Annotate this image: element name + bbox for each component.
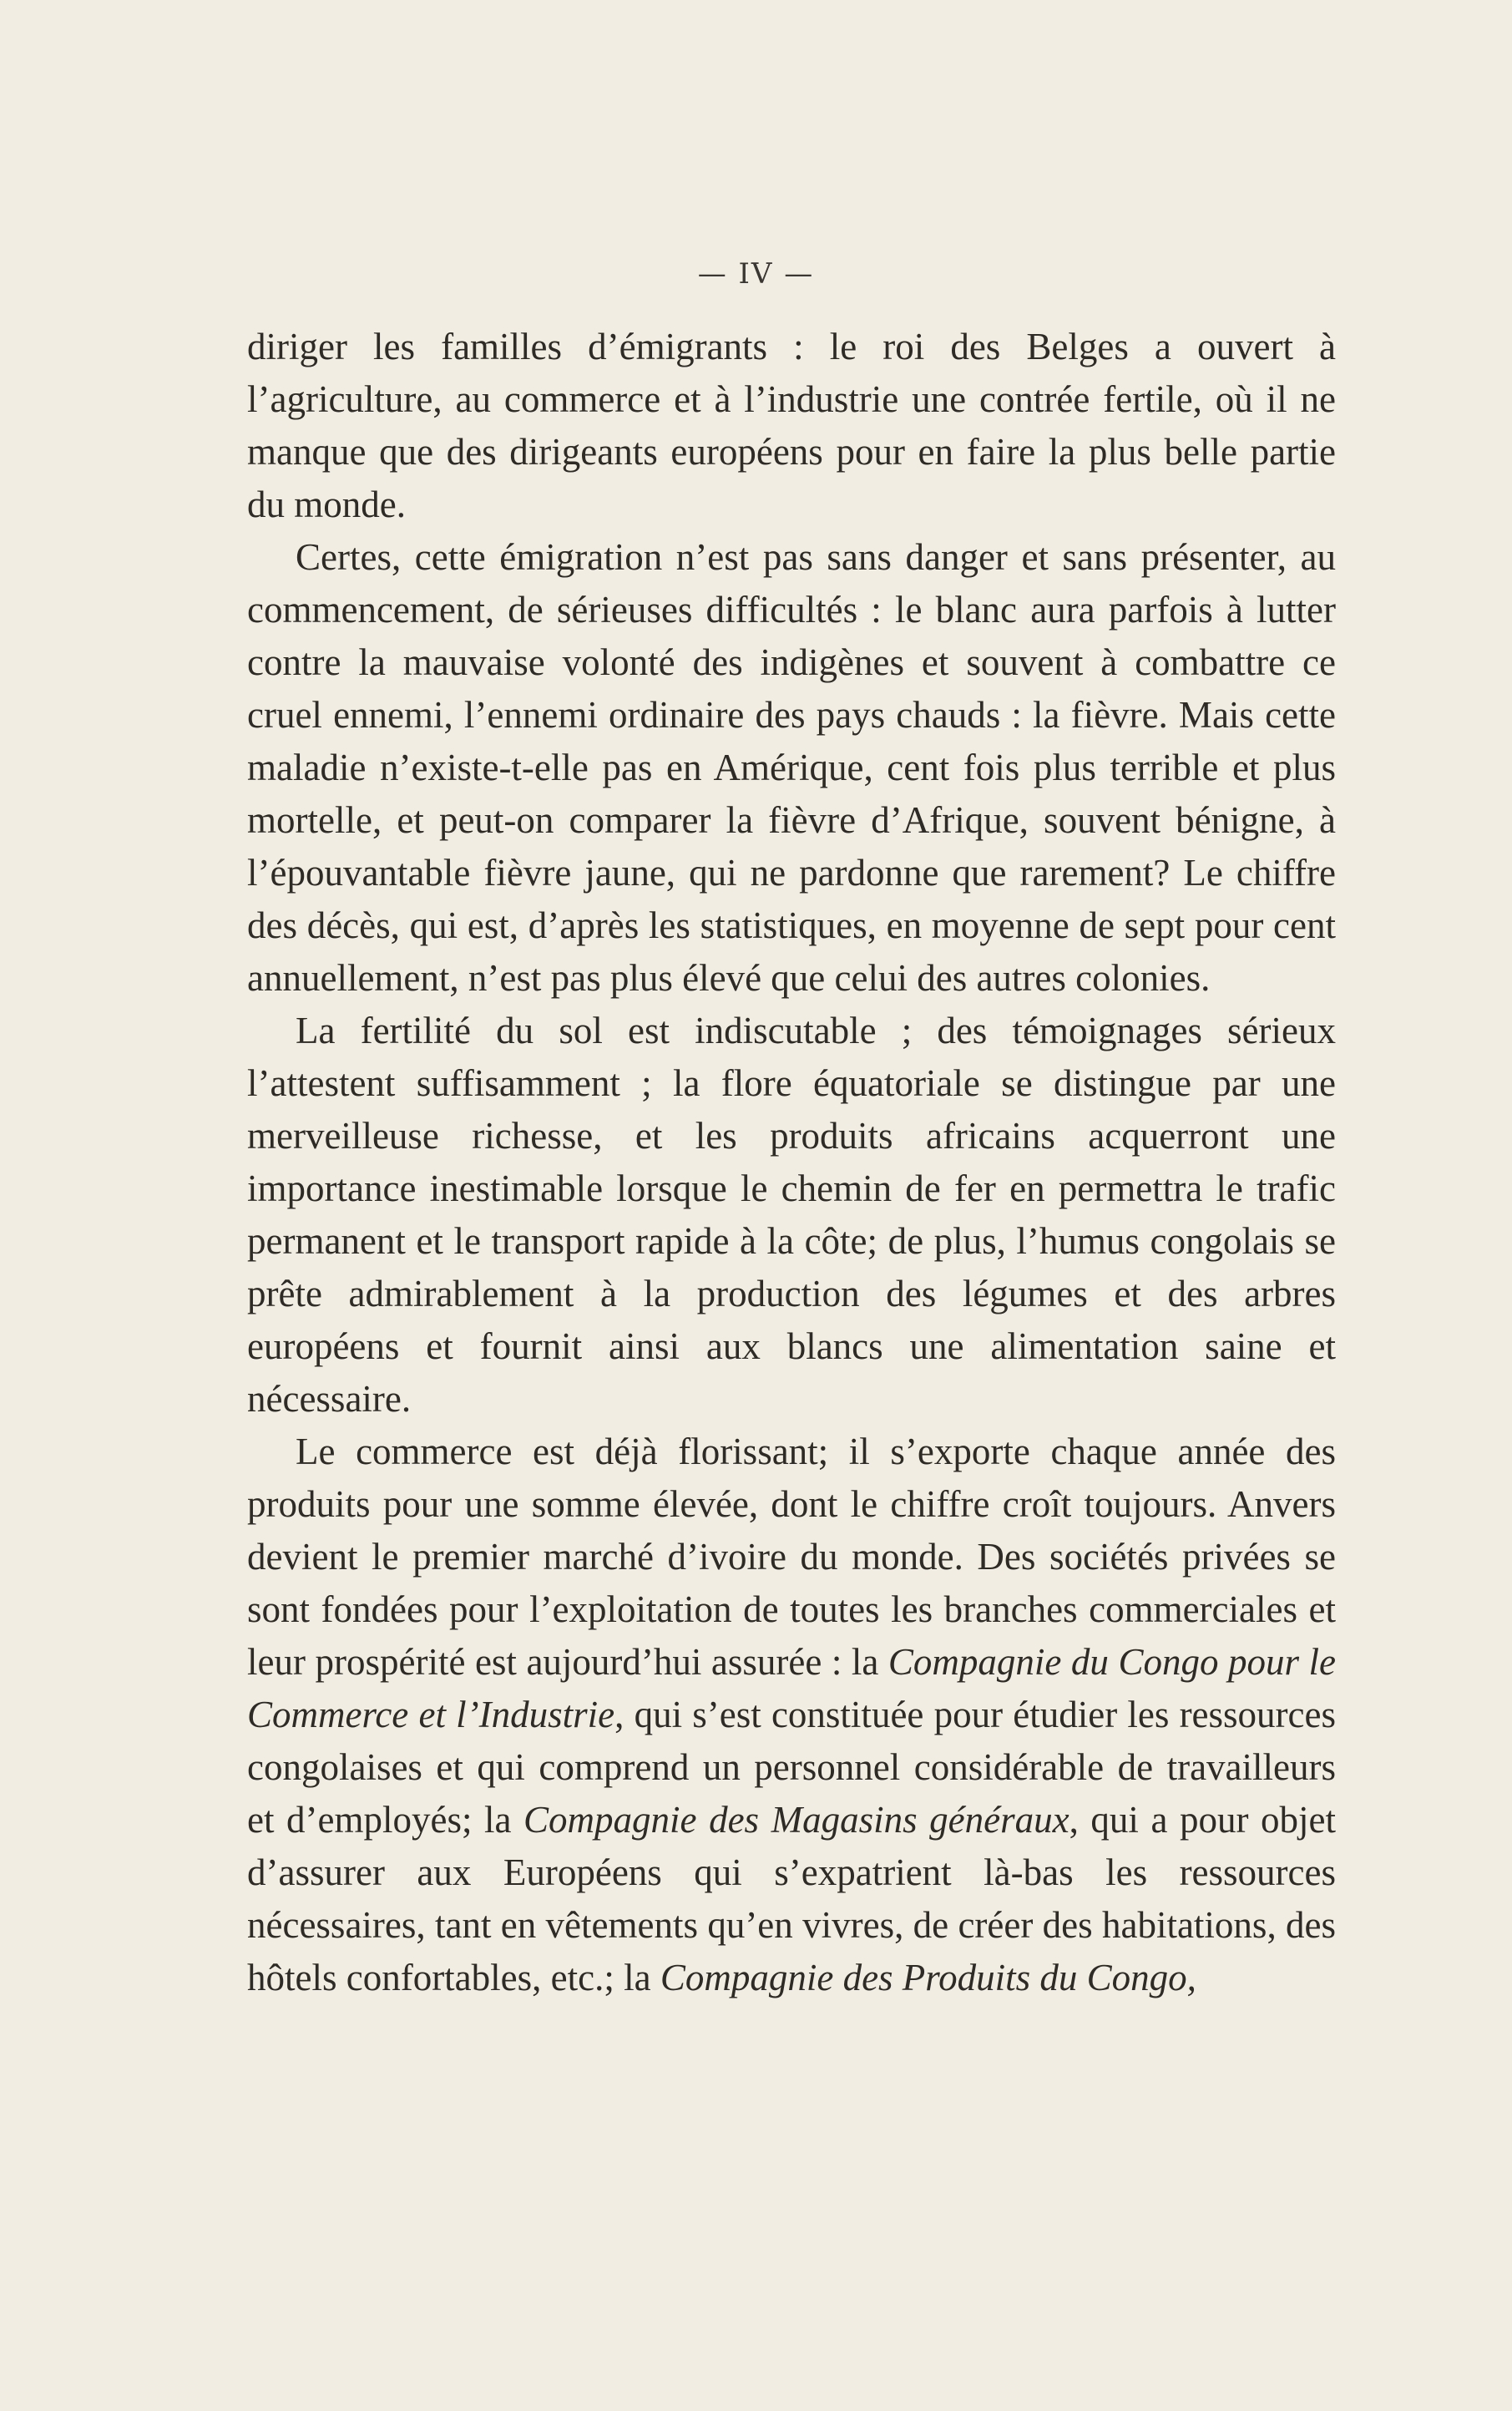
paragraph (247, 1005, 1336, 1426)
running-head-page-number: — IV — (697, 257, 815, 291)
italic-company-name: Compagnie des Produits du Congo, (660, 1957, 1196, 1998)
text-run: diriger les familles d’émigrants : le roi des Belges a ouvert à l’agriculture, au commerce et à l’industrie une contrée fertile, où il ne manque que des dirigeants européens pour en faire la plus belle partie du monde. (247, 326, 1336, 525)
body-text (247, 321, 1336, 2004)
italic-company-name: Compagnie du Congo pour le Commerce et l’Industrie (247, 1641, 1336, 1735)
text-run: , qui a pour objet d’assurer aux Européens qui s’expatrient là-bas les ressources nécessaires, tant en vêtements qu’en vivres, de créer des habitations, des hôtels confortables, etc.; la (247, 1799, 1336, 1998)
paragraph (247, 1426, 1336, 2004)
paragraph (247, 321, 1336, 531)
italic-company-name: Compagnie des Magasins généraux (523, 1799, 1070, 1841)
text-run: Certes, cette émigration n’est pas sans danger et sans présenter, au commencement, de sérieuses difficultés : le blanc aura parfois à lutter contre la mauvaise volonté des indigènes et souvent à combattre ce cruel ennemi, l’ennemi ordinaire des pays chauds : la fièvre. Mais cette maladie n’existe-t-elle pas en Amérique, cent fois plus terrible et plus mortelle, et peut-on comparer la fièvre d’Afrique, souvent bénigne, à l’épouvantable fièvre jaune, qui ne pardonne que rarement? Le chiffre des décès, qui est, d’après les statistiques, en moyenne de sept pour cent annuellement, n’est pas plus élevé que celui des autres colonies. (247, 536, 1336, 999)
paragraph (247, 531, 1336, 1005)
text-run: Le commerce est déjà florissant; il s’exporte chaque année des produits pour une somme élevée, dont le chiffre croît toujours. Anvers devient le premier marché d’ivoire du monde. Des sociétés privées se sont fondées pour l’exploitation de toutes les branches commerciales et leur prospérité est aujourd’hui assurée : la (247, 1431, 1336, 1683)
text-run: La fertilité du sol est indiscutable ; des témoignages sérieux l’attestent suffisamment ; la flore équatoriale se distingue par une merveilleuse richesse, et les produits africains acquerront une importance inestimable lorsque le chemin de fer en permettra le trafic permanent et le transport rapide à la côte; de plus, l’humus congolais se prête admirablement à la production des légumes et des arbres européens et fournit ainsi aux blancs une alimentation saine et nécessaire. (247, 1010, 1336, 1420)
text-run: , qui s’est constituée pour étudier les ressources congolaises et qui comprend un personnel considérable de travailleurs et d’employés; la (247, 1694, 1336, 1841)
